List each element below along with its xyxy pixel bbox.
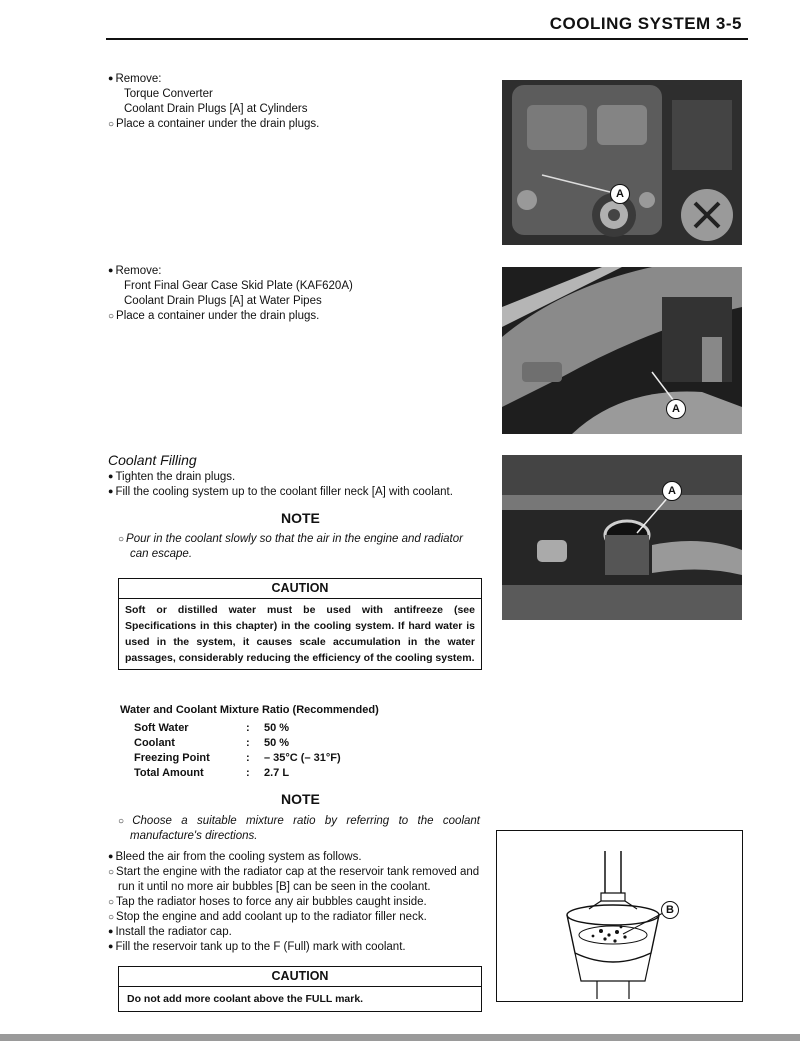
block1-line: ● Remove: [108, 72, 319, 87]
caution-text: Do not add more coolant above the FULL mark. [127, 993, 364, 1005]
ratio-label: Freezing Point [134, 751, 210, 764]
mixture-ratio-table [134, 720, 341, 780]
caution-title: CAUTION [119, 967, 481, 987]
page-header-title: COOLING SYSTEM 3-5 [549, 14, 742, 33]
block2-line: ● Remove: [108, 264, 353, 279]
ratio-value: 2.7 L [264, 766, 290, 779]
bleed-line: ○ Tap the radiator hoses to force any air bubbles caught inside. [108, 895, 479, 910]
note2-line: manufacture's directions. [130, 830, 258, 842]
bleed-line: run it until no more air bubbles [B] can be seen in the coolant. [118, 881, 431, 893]
page-bottom-edge [0, 1034, 800, 1041]
note1-line: ○ Pour in the coolant slowly so that the air in the engine and radiator [118, 532, 480, 547]
photo-coolant-filler-neck [502, 455, 742, 620]
filling-steps [108, 470, 453, 500]
caution-text: Soft or distilled water must be used with antifreeze (see Specifications in this chapter) in the cooling system. If hard water is used in the system, it causes scale accumulation in the water passages, considerably reducing the efficiency of the cooling system. [125, 604, 475, 664]
note-title: NOTE [281, 791, 320, 807]
header-rule [106, 38, 748, 40]
caution-box-full-mark [118, 966, 482, 1012]
bleed-steps [108, 850, 479, 955]
ratio-value: 50 % [264, 736, 290, 749]
callout-b-label: B [661, 901, 679, 919]
photo-cylinder-drain-plug [502, 80, 742, 245]
photo-water-pipe-drain-plug [502, 267, 742, 434]
block2-line: Coolant Drain Plugs [A] at Water Pipes [124, 295, 322, 307]
ratio-label: Total Amount [134, 766, 204, 779]
ratio-colon: : [246, 751, 250, 764]
table-row [134, 720, 341, 735]
note2-line: ○ Choose a suitable mixture ratio by referring to the coolant [118, 814, 480, 829]
bleed-line: ● Fill the reservoir tank up to the F (Full) mark with coolant. [108, 940, 479, 955]
table-row [134, 750, 341, 765]
ratio-colon: : [246, 766, 250, 779]
note-title: NOTE [281, 510, 320, 526]
ratio-colon: : [246, 721, 250, 734]
table-row [134, 735, 341, 750]
ratio-colon: : [246, 736, 250, 749]
block2-line: Front Final Gear Case Skid Plate (KAF620A) [124, 280, 353, 292]
ratio-value: 50 % [264, 721, 290, 734]
ratio-label: Coolant [134, 736, 175, 749]
note2-body [118, 814, 480, 844]
block1-line: Torque Converter [124, 88, 213, 100]
mixture-ratio-title: Water and Coolant Mixture Ratio (Recommended) [120, 704, 379, 716]
bleed-line: ○ Stop the engine and add coolant up to the radiator filler neck. [108, 910, 479, 925]
bleed-line: ● Install the radiator cap. [108, 925, 479, 940]
filling-step: ● Fill the cooling system up to the coolant filler neck [A] with coolant. [108, 485, 453, 500]
bleed-line: ○ Start the engine with the radiator cap at the reservoir tank removed and [108, 865, 479, 880]
callout-a-label: A [662, 481, 682, 501]
caution-box-antifreeze [118, 578, 482, 670]
diagram-air-bubbles [496, 830, 743, 1002]
callout-a-label: A [610, 184, 630, 204]
caution-title: CAUTION [119, 579, 481, 599]
table-row [134, 765, 341, 780]
ratio-value: – 35°C (– 31°F) [264, 751, 341, 764]
block1-text [108, 72, 319, 132]
block2-text [108, 264, 353, 324]
block2-line: ○ Place a container under the drain plugs. [108, 309, 353, 324]
note1-body [118, 532, 480, 562]
section-title-coolant-filling: Coolant Filling [108, 452, 197, 468]
block1-line: ○ Place a container under the drain plugs. [108, 117, 319, 132]
note1-line: can escape. [130, 548, 193, 560]
block1-line: Coolant Drain Plugs [A] at Cylinders [124, 103, 308, 115]
bleed-line: ● Bleed the air from the cooling system as follows. [108, 850, 479, 865]
filling-step: ● Tighten the drain plugs. [108, 470, 453, 485]
callout-a-label: A [666, 399, 686, 419]
ratio-label: Soft Water [134, 721, 189, 734]
